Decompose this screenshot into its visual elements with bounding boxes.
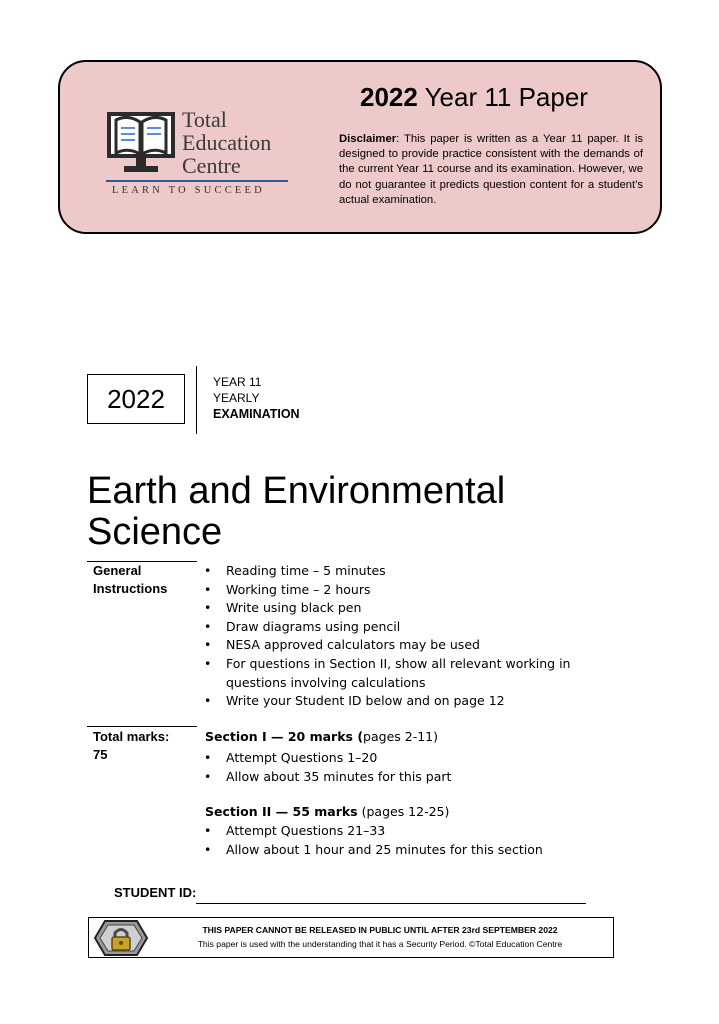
total-marks-label <box>93 728 169 764</box>
section-2-heading-bold: Section II — 55 marks <box>205 804 358 819</box>
list-item: • Working time – 2 hours <box>201 581 591 600</box>
subject-line-2: Science <box>87 511 223 553</box>
total-marks-value: 75 <box>93 747 108 762</box>
total-marks-line-1: Total marks: <box>93 729 170 744</box>
section-1-heading <box>205 729 438 744</box>
list-item: • Write your Student ID below and on page 12 <box>201 692 591 711</box>
logo-tagline: LEARN TO SUCCEED <box>112 185 265 196</box>
paper-title-rest: Year 11 Paper <box>417 82 588 112</box>
disclaimer-label: Disclaimer <box>339 133 397 145</box>
list-item: • Reading time – 5 minutes <box>201 562 591 581</box>
exam-label-examination: EXAMINATION <box>213 407 300 421</box>
release-notice: THIS PAPER CANNOT BE RELEASED IN PUBLIC UNTIL AFTER 23rd SEPTEMBER 2022 <box>202 925 558 935</box>
paper-title-year: 2022 <box>360 82 418 112</box>
section-1-list <box>201 749 591 786</box>
exam-label-yearly: YEARLY <box>213 391 260 405</box>
general-instructions-label <box>93 562 167 598</box>
disclaimer-text: : This paper is written as a Year 11 paper. It is designed to provide practice consistent with the demands of the current Year 11 course and its examination. However, we do not guarantee it predicts question content for a student's actual examination. <box>339 133 643 206</box>
list-item: • Allow about 1 hour and 25 minutes for this section <box>201 841 591 860</box>
list-item: • Attempt Questions 21–33 <box>201 822 591 841</box>
general-label-line-2: Instructions <box>93 581 168 596</box>
exam-label-year: YEAR 11 <box>213 375 262 389</box>
general-label-line-1: General <box>93 563 142 578</box>
list-item: • NESA approved calculators may be used <box>201 636 591 655</box>
subject-title <box>87 471 505 553</box>
exam-year-box: 2022 <box>87 374 185 424</box>
logo-wordmark <box>182 108 271 177</box>
padlock-stop-icon <box>93 919 149 957</box>
logo-line-3: Centre <box>182 153 241 178</box>
section-1-heading-bold: Section I — 20 marks ( <box>205 729 364 744</box>
section-2-list <box>201 822 591 859</box>
list-item: • Allow about 35 minutes for this part <box>201 768 591 787</box>
student-id-label: STUDENT ID: <box>114 885 197 900</box>
paper-title <box>360 82 588 113</box>
section-2-heading <box>205 804 449 819</box>
logo-divider <box>106 180 288 182</box>
exam-labels <box>213 374 300 422</box>
list-item: • Write using black pen <box>201 599 591 618</box>
logo-line-2: Education <box>182 130 272 155</box>
header-banner <box>58 60 662 234</box>
disclaimer <box>339 132 643 208</box>
marks-rule <box>87 726 197 727</box>
general-instructions-list <box>201 562 591 711</box>
student-id-field[interactable] <box>196 903 586 904</box>
security-notice: This paper is used with the understanding that it has a Security Period. ©Total Education Centre <box>197 939 563 949</box>
list-item: • Draw diagrams using pencil <box>201 618 591 637</box>
section-1-heading-rest: pages 2-11) <box>363 729 438 744</box>
exam-divider <box>196 366 197 434</box>
security-footer <box>88 917 614 958</box>
book-monitor-icon <box>106 104 178 176</box>
section-2-heading-rest: (pages 12-25) <box>357 804 450 819</box>
list-item: • For questions in Section II, show all relevant working in questions involving calculations <box>201 655 591 692</box>
logo-line-1: Total <box>182 107 227 132</box>
list-item: • Attempt Questions 1–20 <box>201 749 591 768</box>
subject-line-1: Earth and Environmental <box>87 470 506 512</box>
tec-logo <box>106 104 288 196</box>
